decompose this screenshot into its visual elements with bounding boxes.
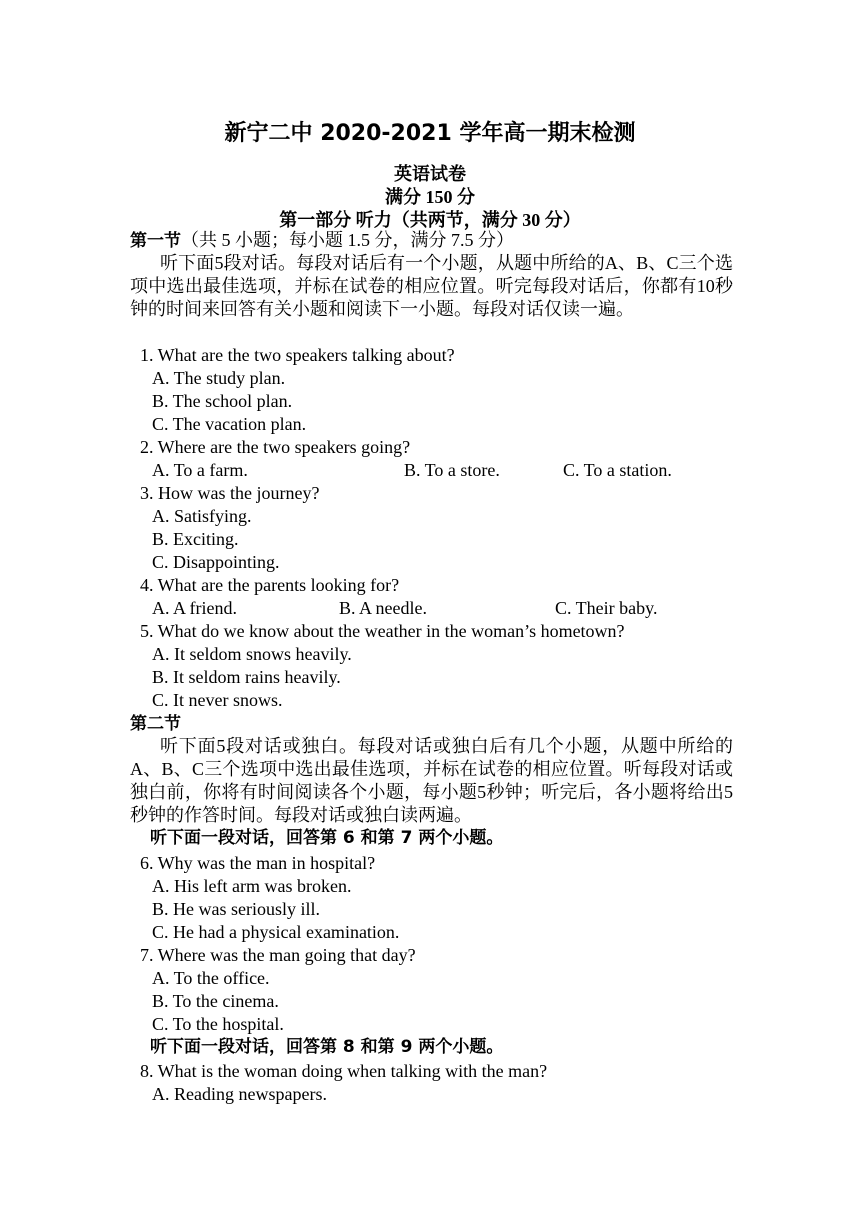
- question-5: 5. What do we know about the weather in the woman’s hometown?: [140, 621, 625, 641]
- section2-heading: [130, 712, 740, 736]
- group1-instruction: 听下面一段对话，回答第 6 和第 7 两个小题。: [150, 828, 504, 848]
- question-6: 6. Why was the man in hospital?: [140, 853, 376, 873]
- option-3b: B. Exciting.: [152, 529, 239, 549]
- option-7b: B. To the cinema.: [152, 991, 279, 1011]
- full-score: 满分 150 分: [385, 187, 475, 207]
- question-8: 8. What is the woman doing when talking with the man?: [140, 1061, 548, 1081]
- option-7a: A. To the office.: [152, 968, 270, 988]
- group2-instruction: 听下面一段对话，回答第 8 和第 9 两个小题。: [150, 1037, 504, 1057]
- option-6b: B. He was seriously ill.: [152, 899, 320, 919]
- part-heading: 第一部分 听力（共两节，满分 30 分）: [279, 210, 581, 230]
- option-1a: A. The study plan.: [152, 368, 286, 388]
- section1-instructions: [130, 252, 733, 321]
- option-3c: C. Disappointing.: [152, 552, 280, 572]
- question-3: 3. How was the journey?: [140, 483, 320, 503]
- exam-title: 新宁二中 2020-2021 学年高一期末检测: [224, 121, 636, 146]
- section1-instructions-text: 听下面5段对话。每段对话后有一个小题，从题中所给的A、B、C三个选项中选出最佳选项，并标在试卷的相应位置。听完每段对话后，你都有10秒钟的时间来回答有关小题和阅读下一小题。每段对话仅读一遍。: [130, 253, 733, 319]
- option-6c: C. He had a physical examination.: [152, 922, 400, 942]
- subject-title: 英语试卷: [394, 164, 466, 185]
- option-5c: C. It never snows.: [152, 690, 283, 710]
- option-3a: A. Satisfying.: [152, 506, 252, 526]
- question-7: 7. Where was the man going that day?: [140, 945, 416, 965]
- option-2b: B. To a store.: [404, 460, 500, 480]
- section2-instructions: [130, 735, 733, 827]
- question-2: 2. Where are the two speakers going?: [140, 437, 411, 457]
- question-4: 4. What are the parents looking for?: [140, 575, 400, 595]
- option-4b: B. A needle.: [339, 598, 427, 618]
- option-8a: A. Reading newspapers.: [152, 1084, 327, 1104]
- option-6a: A. His left arm was broken.: [152, 876, 352, 896]
- option-5b: B. It seldom rains heavily.: [152, 667, 341, 687]
- option-4a: A. A friend.: [152, 598, 237, 618]
- option-4c: C. Their baby.: [555, 598, 658, 618]
- section1-heading: [130, 229, 740, 253]
- section1-note: （共 5 小题；每小题 1.5 分，满分 7.5 分）: [181, 230, 514, 250]
- option-1c: C. The vacation plan.: [152, 414, 307, 434]
- option-2a: A. To a farm.: [152, 460, 248, 480]
- option-5a: A. It seldom snows heavily.: [152, 644, 352, 664]
- option-1b: B. The school plan.: [152, 391, 293, 411]
- section1-label: 第一节: [130, 231, 181, 251]
- question-1: 1. What are the two speakers talking about?: [140, 345, 455, 365]
- option-2c: C. To a station.: [563, 460, 672, 480]
- option-7c: C. To the hospital.: [152, 1014, 284, 1034]
- section2-instructions-text: 听下面5段对话或独白。每段对话或独白后有几个小题，从题中所给的A、B、C三个选项中选出最佳选项，并标在试卷的相应位置。听每段对话或独白前，你将有时间阅读各个小题，每小题5秒钟；听完后，各小题将给出5秒钟的作答时间。每段对话或独白读两遍。: [130, 736, 733, 825]
- section2-label: 第二节: [130, 714, 181, 734]
